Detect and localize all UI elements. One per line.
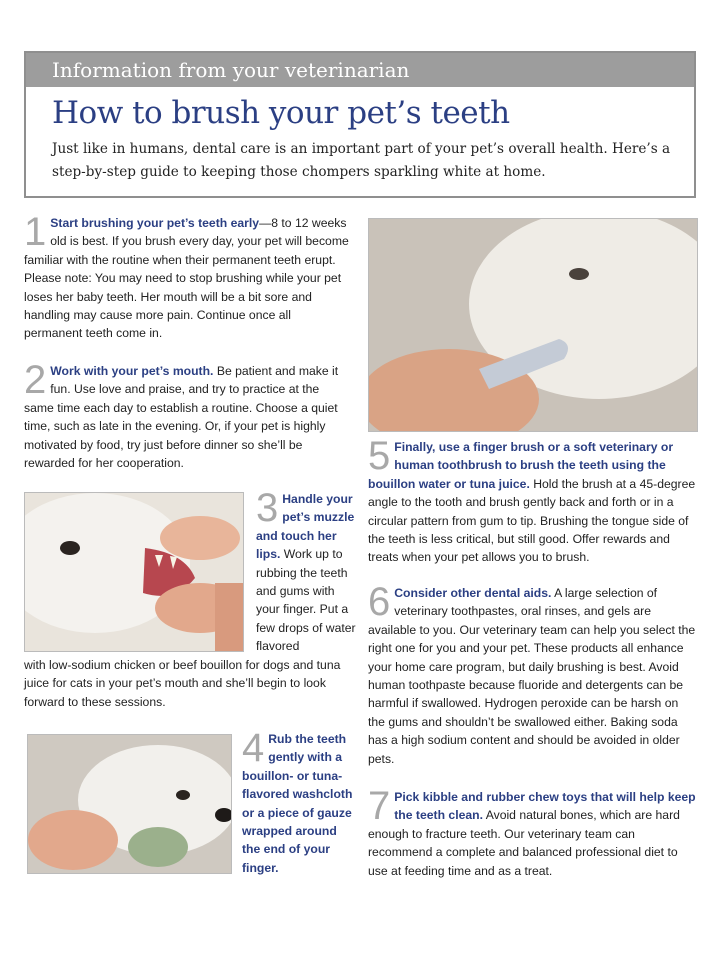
step-lead: Consider other dental aids.	[394, 586, 552, 600]
photo-dog-washcloth	[27, 734, 232, 874]
intro-text: Just like in humans, dental care is an important part of your pet’s overall health. Here’s a step-by-step guide to keeping those chompers sparkling white at home.	[52, 141, 671, 180]
step-lead: Pick kibble and rubber chew toys that will help keep the teeth clean.	[394, 790, 696, 823]
step-body: Avoid natural bones, which are hard enough to fracture teeth. Our veterinary team can recommend a complete and balanced professional diet to use at feeding time and as a treat.	[368, 808, 680, 878]
step-5	[368, 434, 698, 567]
step-number: 2	[24, 358, 47, 402]
step-3-continued	[24, 656, 354, 711]
page-title: How to brush your pet’s teeth	[52, 95, 510, 131]
step-body: A large selection of veterinary toothpastes, oral rinses, and gels are available to you. Our veterinary team can help you select the right one for you and your pet. These products all enhance your home care program, but daily brushing is best. Avoid human toothpaste because fluoride and detergents can be harmful if swallowed. Hydrogen peroxide can be harsh on the gums and shouldn’t be swallowed either. Baking soda has a high sodium content and should be avoided in older pets.	[368, 586, 696, 766]
step-7	[368, 784, 698, 880]
step-lead: Rub the teeth gently with a bouillon- or tuna-flavored washcloth or a piece of gauze wrapped around the end of your finger.	[242, 732, 353, 875]
step-number: 5	[368, 434, 391, 478]
step-lead: Work with your pet’s mouth.	[50, 364, 214, 378]
step-number: 3	[256, 486, 279, 530]
photo-finger-brush	[368, 218, 698, 432]
step-1	[24, 210, 352, 343]
step-2	[24, 358, 352, 472]
step-number: 7	[368, 784, 391, 828]
photo-dog-mouth	[24, 492, 244, 652]
banner: Information from your veterinarian	[26, 53, 694, 87]
step-body: Work up to rubbing the teeth and gums with your finger. Put a few drops of water flavored	[256, 547, 356, 654]
step-lead: Start brushing your pet’s teeth early	[50, 216, 260, 230]
step-lead: Finally, use a finger brush or a soft veterinary or human toothbrush to brush the teeth using the bouillon water or tuna juice.	[368, 440, 674, 491]
step-body: Be patient and make it fun. Use love and praise, and try to practice at the same time each day to establish a routine. Choose a quiet time, such as late in the evening. Or, if your pet is highly motivated by food, try just before dinner so she’ll be rewarded for her cooperation.	[24, 364, 339, 471]
step-6	[368, 580, 698, 768]
header-box	[24, 51, 696, 198]
step-lead: Handle your pet’s muzzle and touch her lips.	[256, 492, 355, 562]
step-number: 6	[368, 580, 391, 624]
step-number: 4	[242, 726, 265, 770]
step-3	[256, 486, 356, 656]
step-4	[242, 726, 354, 877]
step-body: Hold the brush at a 45-degree angle to the tooth and brush gently back and forth or in a circular pattern from gum to tip. Brushing the tongue side of the teeth is less critical, but still good. Offer rewards and treats when your pet allows you to brush.	[368, 476, 696, 565]
step-body-continued: with low-sodium chicken or beef bouillon for dogs and tuna juice for cats in your pet’s mouth and she’ll begin to look forward to these sessions.	[24, 658, 341, 709]
step-number: 1	[24, 210, 47, 254]
step-body: —8 to 12 weeks old is best. If you brush every day, your pet will become familiar with the routine when their permanent teeth erupt. Please note: You may need to stop brushing while your pet loses her baby teeth. Her mouth will be a bit sore and handling may cause more pain. Continue once all permanent teeth come in.	[24, 216, 349, 341]
